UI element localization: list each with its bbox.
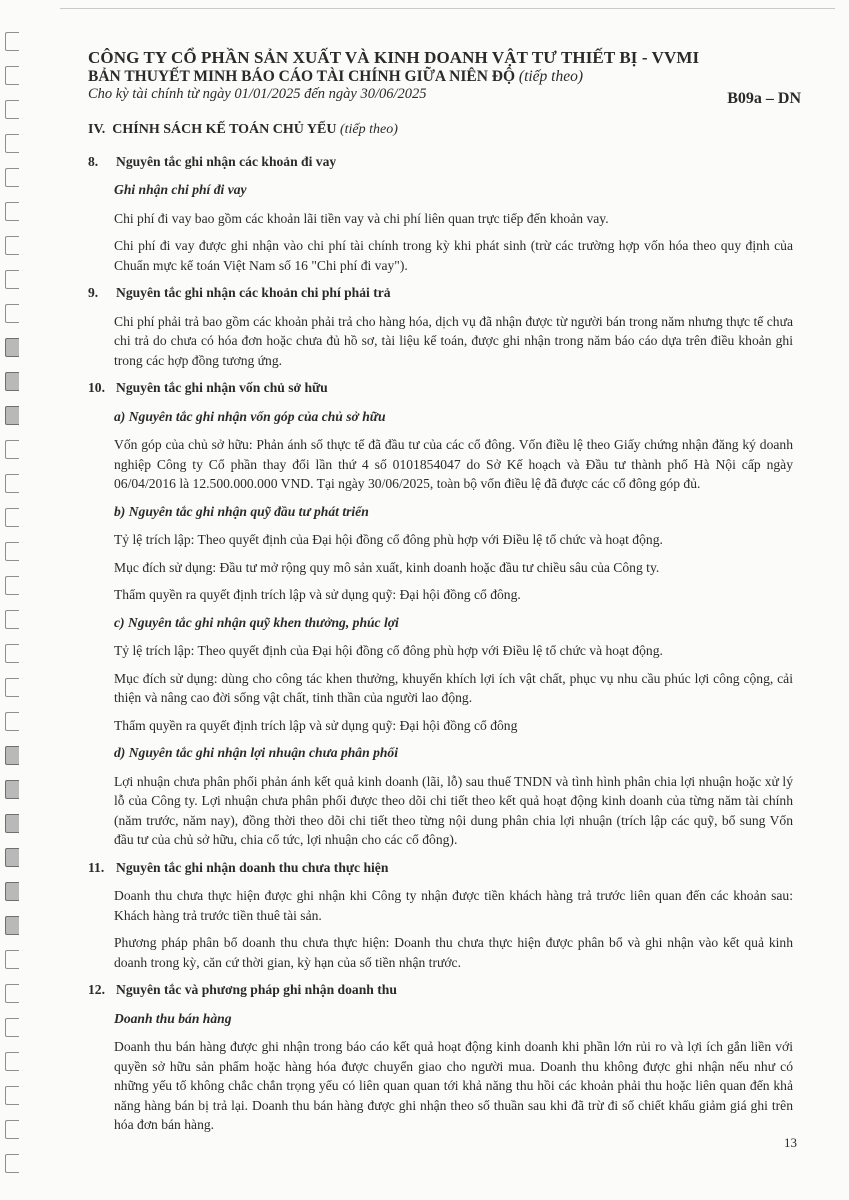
heading-8 [88, 152, 793, 172]
binding-ring [5, 780, 19, 799]
heading-number: 9. [88, 285, 99, 300]
binding-ring [5, 644, 19, 663]
section-title: CHÍNH SÁCH KẾ TOÁN CHỦ YẾU [112, 122, 337, 137]
heading-number: 10. [88, 380, 105, 395]
subheading-c: c) Nguyên tắc ghi nhận quỹ khen thưởng, phúc lợi [114, 614, 399, 630]
binding-ring [5, 984, 19, 1003]
binding-ring [5, 270, 19, 289]
heading-title: Nguyên tắc ghi nhận các khoản chi phí phải trả [116, 285, 391, 300]
section-heading [88, 120, 793, 140]
paragraph: Lợi nhuận chưa phân phối phản ánh kết quả kinh doanh (lãi, lỗ) sau thuế TNDN và tình hình phân chia lợi nhuận hoặc xử lý lỗ của Công ty. Lợi nhuận chưa phân phối được theo dõi chi tiết theo kết quả hoạt động kinh doanh của từng năm tài chính (năm trước, năm nay), đồng thời theo dõi chi tiết theo từng nội dung phân chia lợi nhuận (trích lập các quỹ, bổ sung Vốn đầu tư của chủ sở hữu, chia cổ tức, lợi nhuận cho các cổ đông). [114, 773, 793, 847]
heading-9 [88, 283, 793, 303]
paragraph: Phương pháp phân bổ doanh thu chưa thực hiện: Doanh thu chưa thực hiện được phân bổ và ghi nhận vào kết quả kinh doanh trong kỳ, căn cứ thời gian, kỳ hạn của số tiền nhận trước. [114, 935, 793, 970]
binding-ring [5, 406, 19, 425]
binding-ring [5, 100, 19, 119]
binding-ring [5, 372, 19, 391]
paragraph: Chi phí đi vay bao gồm các khoản lãi tiền vay và chi phí liên quan trực tiếp đến khoản vay. [114, 210, 609, 226]
binding-ring [5, 134, 19, 153]
document-body [88, 116, 793, 1143]
binding-ring [5, 338, 19, 357]
subheading-sales-revenue: Doanh thu bán hàng [114, 1010, 232, 1026]
paragraph: Tỷ lệ trích lập: Theo quyết định của Đại hội đồng cổ đông phù hợp với Điều lệ tổ chức và hoạt động. [114, 643, 663, 658]
subheading-a: a) Nguyên tắc ghi nhận vốn góp của chủ sở hữu [114, 408, 386, 424]
heading-title: Nguyên tắc ghi nhận các khoản đi vay [116, 153, 337, 169]
report-title-continued: (tiếp theo) [518, 68, 584, 85]
paragraph: Doanh thu chưa thực hiện được ghi nhận khi Công ty nhận được tiền khách hàng trả trước liên quan đến các khoản sau: Khách hàng trả trước tiền thuê tài sản. [114, 888, 793, 923]
paragraph: Mục đích sử dụng: dùng cho công tác khen thưởng, khuyến khích lợi ích vật chất, phục vụ nhu cầu phúc lợi công cộng, cải thiện và nâng cao đời sống vật chất, tinh thần của người lao động. [114, 670, 793, 705]
binding-ring [5, 542, 19, 561]
binding-ring [5, 1154, 19, 1173]
heading-number: 11. [88, 859, 105, 875]
paragraph: Vốn góp của chủ sở hữu: Phản ánh số thực tế đã đầu tư của các cổ đông. Vốn điều lệ theo Giấy chứng nhận đăng ký doanh nghiệp Công ty Cổ phần thay đổi lần thứ 4 số 0101854047 do Sở Kế hoạch và Đầu tư thành phố Hà Nội cấp ngày 06/04/2016 là 12.500.000.000 VND. Tại ngày 30/06/2025, toàn bộ vốn điều lệ đã được các cổ đông góp đủ. [114, 437, 793, 491]
heading-number: 12. [88, 982, 105, 997]
company-name: CÔNG TY CỔ PHẦN SẢN XUẤT VÀ KINH DOANH VẬT TƯ THIẾT BỊ - VVMI [88, 48, 700, 67]
heading-10 [88, 378, 793, 398]
heading-11 [88, 858, 793, 878]
subheading-b: b) Nguyên tắc ghi nhận quỹ đầu tư phát triển [114, 503, 369, 519]
binding-ring [5, 32, 19, 51]
binding-ring [5, 1120, 19, 1139]
binding-ring [5, 882, 19, 901]
binding-ring [5, 814, 19, 833]
top-divider [60, 8, 835, 9]
binding-ring [5, 1018, 19, 1037]
binding-ring [5, 746, 19, 765]
heading-title: Nguyên tắc ghi nhận vốn chủ sở hữu [116, 380, 328, 395]
binding-ring [5, 440, 19, 459]
binding-ring [5, 848, 19, 867]
binding-ring [5, 202, 19, 221]
binding-ring [5, 304, 19, 323]
paragraph: Mục đích sử dụng: Đầu tư mở rộng quy mô sản xuất, kinh doanh hoặc đầu tư chiều sâu của Công ty. [114, 559, 660, 575]
binding-ring [5, 474, 19, 493]
binding-ring [5, 1086, 19, 1105]
paragraph: Thẩm quyền ra quyết định trích lập và sử dụng quỹ: Đại hội đồng cổ đông. [114, 587, 521, 602]
subheading-d: d) Nguyên tắc ghi nhận lợi nhuận chưa phân phối [114, 745, 398, 760]
form-code: B09a – DN [727, 90, 801, 107]
heading-title: Nguyên tắc và phương pháp ghi nhận doanh thu [116, 982, 397, 997]
subheading-borrowing-cost: Ghi nhận chi phí đi vay [114, 182, 247, 197]
section-title-continued: (tiếp theo) [339, 122, 398, 137]
binding-ring [5, 236, 19, 255]
binding-ring [5, 950, 19, 969]
report-title [88, 68, 583, 86]
section-number: IV. [88, 122, 106, 137]
paragraph: Thẩm quyền ra quyết định trích lập và sử dụng quỹ: Đại hội đồng cổ đông [114, 717, 518, 733]
paragraph: Doanh thu bán hàng được ghi nhận trong báo cáo kết quả hoạt động kinh doanh khi phần lớn rủi ro và lợi ích gắn liền với quyền sở hữu sản phẩm hoặc hàng hóa được chuyển giao cho người mua. Doanh thu không được ghi nhận nếu như có những yếu tố không chắc chắn trọng yếu có liên quan quan tới khả năng thu hồi các khoản phải thu hoặc liên quan đến khả năng hàng bán bị trả lại. Doanh thu bán hàng được ghi nhận theo số thuần sau khi đã trừ đi số chiết khấu giảm giá ghi trên hóa đơn bán hàng. [114, 1039, 793, 1132]
report-period: Cho kỳ tài chính từ ngày 01/01/2025 đến ngày 30/06/2025 [88, 86, 427, 102]
binding-ring [5, 916, 19, 935]
binding-ring [5, 66, 19, 85]
heading-12 [88, 980, 793, 1000]
binding-ring [5, 610, 19, 629]
binding-ring [5, 508, 19, 527]
binding-ring [5, 1052, 19, 1071]
heading-title: Nguyên tắc ghi nhận doanh thu chưa thực hiện [116, 859, 389, 875]
binding-ring [5, 712, 19, 731]
paragraph: Chi phí đi vay được ghi nhận vào chi phí tài chính trong kỳ khi phát sinh (trừ các trường hợp vốn hóa theo quy định của Chuẩn mực kế toán Việt Nam số 16 "Chi phí đi vay"). [114, 238, 793, 273]
binding-ring [5, 168, 19, 187]
binding-ring [5, 678, 19, 697]
paragraph: Chi phí phải trả bao gồm các khoản phải trả cho hàng hóa, dịch vụ đã nhận được từ người bán trong năm nhưng thực tế chưa chi trả do chưa có hóa đơn hoặc chưa đủ hồ sơ, tài liệu kế toán, được ghi nhận trong năm báo cáo dựa trên điều khoản ghi trong các hợp đồng tương ứng. [114, 313, 793, 368]
report-title-text: BẢN THUYẾT MINH BÁO CÁO TÀI CHÍNH GIỮA NIÊN ĐỘ [88, 68, 516, 85]
binding-ring [5, 576, 19, 595]
paragraph: Tỷ lệ trích lập: Theo quyết định của Đại hội đồng cổ đông phù hợp với Điều lệ tổ chức và hoạt động. [114, 532, 663, 547]
heading-number: 8. [88, 153, 99, 169]
page-number: 13 [784, 1135, 797, 1150]
